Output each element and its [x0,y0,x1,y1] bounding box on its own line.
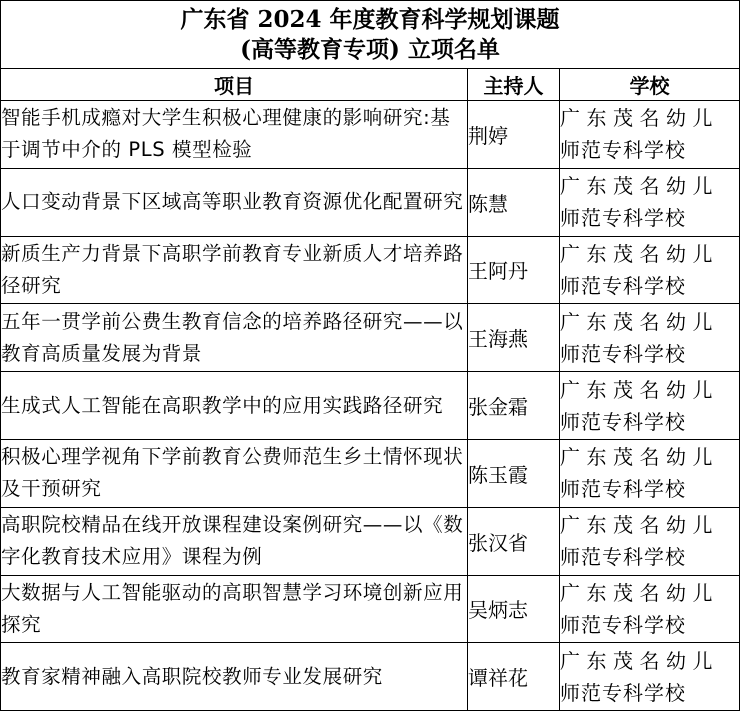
school-line-1: 广东茂名幼儿 [560,241,719,266]
host-cell: 王海燕 [468,304,560,372]
project-cell: 生成式人工智能在高职教学中的应用实践路径研究 [1,372,468,440]
table-row [1,439,740,507]
project-cell: 新质生产力背景下高职学前教育专业新质人才培养路径研究 [1,236,468,304]
school-line-1: 广东茂名幼儿 [560,174,719,199]
project-cell: 人口变动背景下区域高等职业教育资源优化配置研究 [1,168,468,236]
project-cell: 智能手机成瘾对大学生积极心理健康的影响研究:基于调节中介的 PLS 模型检验 [1,101,468,169]
host-cell: 陈慧 [468,168,560,236]
table-row [1,507,740,575]
school-cell [560,372,740,440]
table-row [1,168,740,236]
school-line-2: 师范专科学校 [560,545,686,570]
school-line-2: 师范专科学校 [560,477,686,502]
school-line-1: 广东茂名幼儿 [560,580,719,605]
school-cell [560,643,740,711]
project-cell: 大数据与人工智能驱动的高职智慧学习环境创新应用探究 [1,575,468,643]
school-cell [560,101,740,169]
project-cell: 高职院校精品在线开放课程建设案例研究——以《数字化教育技术应用》课程为例 [1,507,468,575]
school-line-1: 广东茂名幼儿 [560,648,719,673]
table-row [1,372,740,440]
school-cell [560,575,740,643]
header-row [1,69,740,101]
host-cell: 张金霜 [468,372,560,440]
school-line-2: 师范专科学校 [560,612,686,637]
document-title [1,1,740,69]
project-cell: 教育家精神融入高职院校教师专业发展研究 [1,643,468,711]
school-cell [560,168,740,236]
school-line-2: 师范专科学校 [560,206,686,231]
title-line-1: 广东省 2024 年度教育科学规划课题 [180,5,560,33]
table-body [1,101,740,711]
school-cell [560,507,740,575]
host-cell: 荆婷 [468,101,560,169]
table-row [1,101,740,169]
school-cell [560,304,740,372]
host-cell: 王阿丹 [468,236,560,304]
school-line-1: 广东茂名幼儿 [560,309,719,334]
host-cell: 谭祥花 [468,643,560,711]
school-line-2: 师范专科学校 [560,409,686,434]
table-row [1,643,740,711]
header-school: 学校 [560,69,740,101]
table-row [1,575,740,643]
project-cell: 五年一贯学前公费生教育信念的培养路径研究——以教育高质量发展为背景 [1,304,468,372]
school-line-1: 广东茂名幼儿 [560,513,719,538]
school-line-2: 师范专科学校 [560,680,686,705]
school-line-2: 师范专科学校 [560,273,686,298]
project-cell: 积极心理学视角下学前教育公费师范生乡土情怀现状及干预研究 [1,439,468,507]
header-host: 主持人 [468,69,560,101]
table-row [1,304,740,372]
school-line-1: 广东茂名幼儿 [560,445,719,470]
host-cell: 吴炳志 [468,575,560,643]
school-line-1: 广东茂名幼儿 [560,106,719,131]
header-project: 项目 [1,69,468,101]
school-line-2: 师范专科学校 [560,341,686,366]
school-cell [560,439,740,507]
host-cell: 陈玉霞 [468,439,560,507]
table-row [1,236,740,304]
school-line-2: 师范专科学校 [560,138,686,163]
title-line-2: (高等教育专项) 立项名单 [240,35,500,63]
school-cell [560,236,740,304]
school-line-1: 广东茂名幼儿 [560,377,719,402]
host-cell: 张汉省 [468,507,560,575]
title-row [1,1,740,69]
